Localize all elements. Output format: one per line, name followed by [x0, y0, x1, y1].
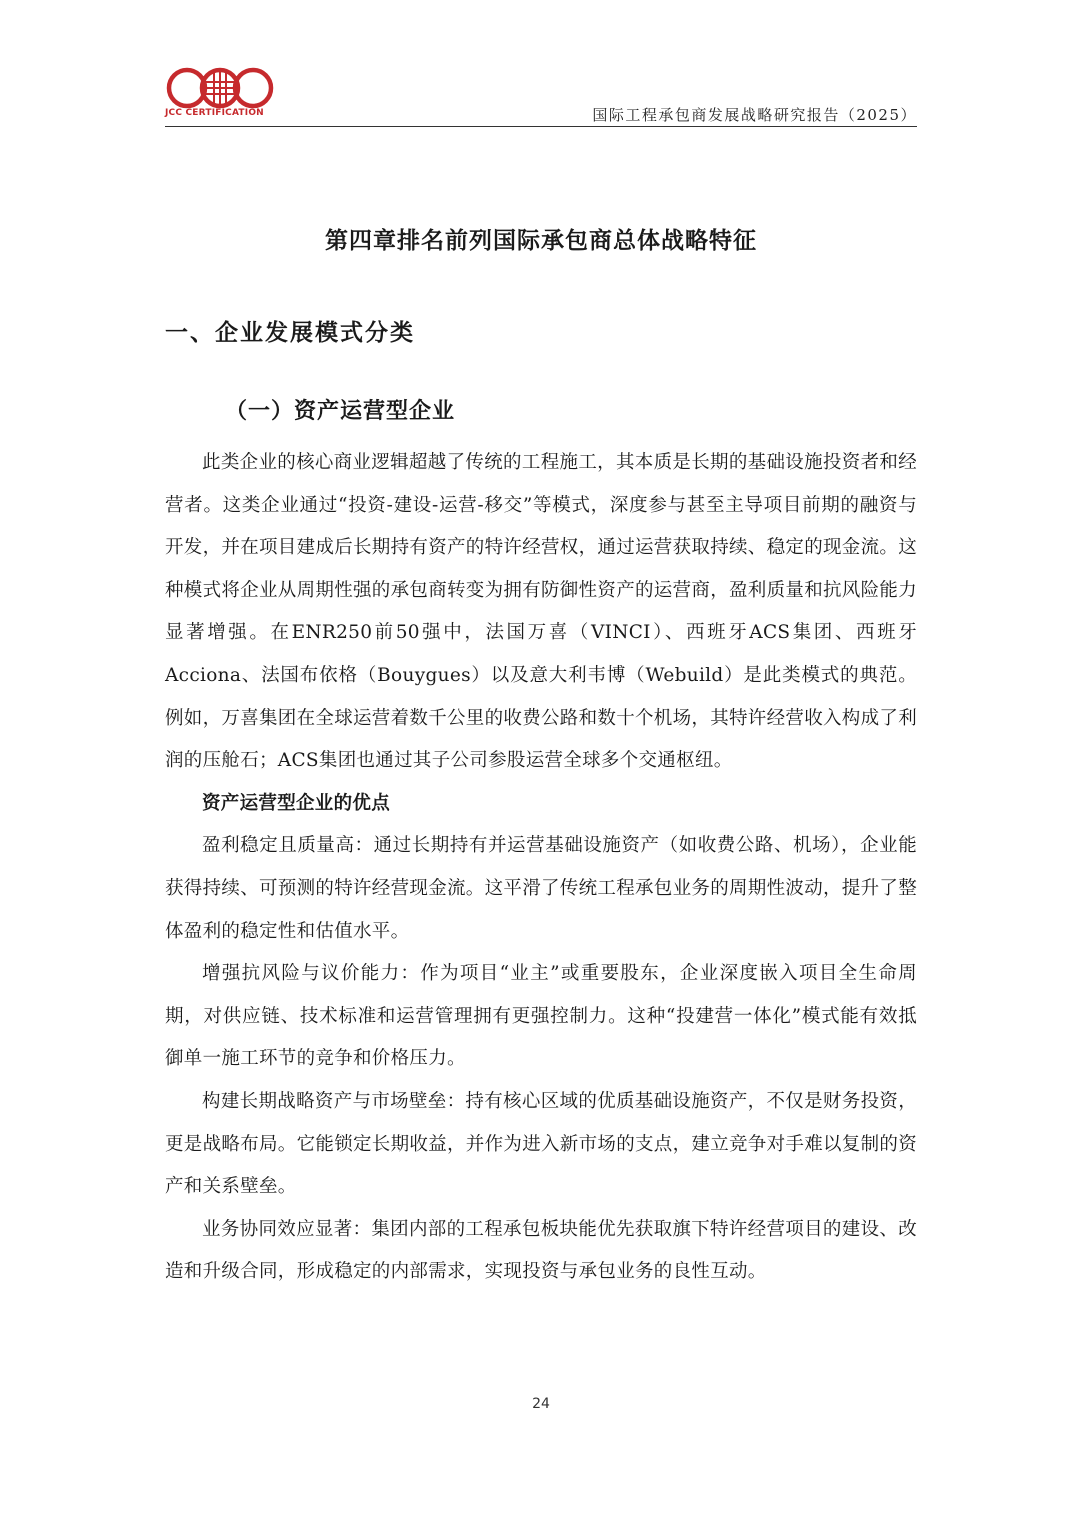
- intro-paragraph: 此类企业的核心商业逻辑超越了传统的工程施工，其本质是长期的基础设施投资者和经营者。这类企业通过“投资-建设-运营-移交”等模式，深度参与甚至主导项目前期的融资与开发，并在项目建成后长期持有资产的特许经营权，通过运营获取持续、稳定的现金流。这种模式将企业从周期性强的承包商转变为拥有防御性资产的运营商，盈利质量和抗风险能力显著增强。在ENR250前50强中，法国万喜（VINCI）、西班牙ACS集团、西班牙Acciona、法国布依格（Bouygues）以及意大利韦博（Webuild）是此类模式的典范。例如，万喜集团在全球运营着数千公里的收费公路和数十个机场，其特许经营收入构成了利润的压舱石；ACS集团也通过其子公司参股运营全球多个交通枢纽。: [165, 452, 918, 772]
- body-text: [165, 442, 917, 1294]
- section-heading: 一、企业发展模式分类: [165, 319, 415, 346]
- logo-text: JCC CERTIFICATION: [165, 108, 264, 118]
- advantage-paragraph-1: 盈利稳定且质量高：通过长期持有并运营基础设施资产（如收费公路、机场），企业能获得持续、可预测的特许经营现金流。这平滑了传统工程承包业务的周期性波动，提升了整体盈利的稳定性和估值水平。: [165, 835, 918, 942]
- header-divider: [165, 126, 917, 127]
- chapter-title: 第四章排名前列国际承包商总体战略特征: [325, 227, 757, 254]
- advantages-heading: 资产运营型企业的优点: [202, 792, 391, 814]
- subsection-heading: （一）资产运营型企业: [225, 398, 456, 424]
- report-title: 国际工程承包商发展战略研究报告（2025）: [592, 106, 917, 124]
- advantage-paragraph-4: 业务协同效应显著：集团内部的工程承包板块能优先获取旗下特许经营项目的建设、改造和升级合同，形成稳定的内部需求，实现投资与承包业务的良性互动。: [165, 1218, 917, 1283]
- advantage-paragraph-2: 增强抗风险与议价能力：作为项目“业主”或重要股东，企业深度嵌入项目全生命周期，对供应链、技术标准和运营管理拥有更强控制力。这种“投建营一体化”模式能有效抵御单一施工环节的竞争和价格压力。: [165, 963, 917, 1070]
- page-header: [165, 60, 917, 128]
- page-number: 24: [532, 1396, 550, 1412]
- advantage-paragraph-3: 构建长期战略资产与市场壁垒：持有核心区域的优质基础设施资产，不仅是财务投资，更是战略布局。它能锁定长期收益，并作为进入新市场的支点，建立竞争对手难以复制的资产和关系壁垒。: [165, 1090, 918, 1198]
